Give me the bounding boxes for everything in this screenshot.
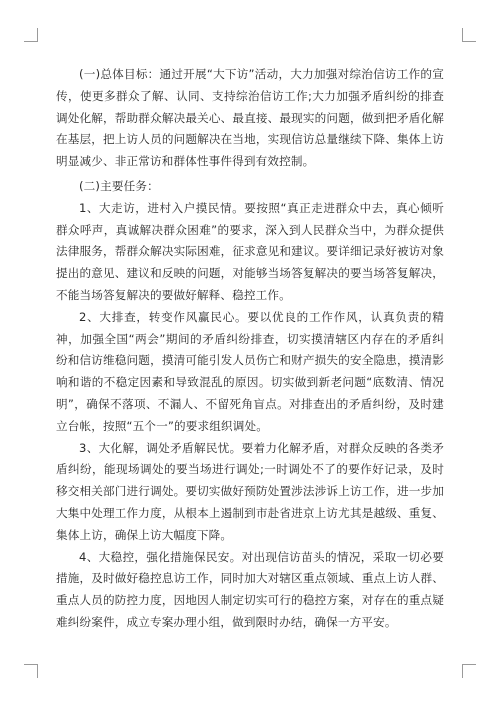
paragraph-task-4: 4、大稳控，强化措施保民安。对出现信访苗头的情况，采取一切必要措施，及时做好稳控息访工作，同时加大对辖区重点领域、重点上访人群、重点人员的防控力度，因地因人制定切实可行的稳控方案，对存在的重点疑难纠纷案件，成立专案办理小组，做到限时办结，确保一方平安。 — [56, 549, 444, 629]
crop-mark-bottom-right-v — [462, 664, 463, 678]
crop-mark-bottom-left-h — [24, 664, 38, 665]
paragraph-task-3: 3、大化解，调处矛盾解民忧。要着力化解矛盾，对群众反映的各类矛盾纠纷，能现场调处的要当场进行调处;一时调处不了的要作好记录，及时移交相关部门进行调处。要切实做好预防处置涉法涉诉上访工作，进一步加大集中处理工作力度，从根本上遏制到市赴省进京上访尤其是越级、重复、集体上访，确保上访大幅度下降。 — [56, 440, 444, 542]
crop-mark-top-right-h — [462, 41, 476, 42]
crop-mark-bottom-right-h — [462, 664, 476, 665]
paragraph-task-2: 2、大排查，转变作风赢民心。要以优良的工作作风，认真负责的精神，加强全国“两会”期间的矛盾纠纷排查，切实摸清辖区内存在的矛盾纠纷和信访维稳问题，摸清可能引发人员伤亡和财产损失的安全隐患，摸清影响和谐的不稳定因素和导致混乱的原因。切实做到新老问题“底数清、情况明”，确保不落项、不漏人、不留死角盲点。对排查出的矛盾纠纷，及时建立台帐，按照“五个一”的要求组织调处。 — [56, 309, 444, 433]
paragraph-overall-goal: (一)总体目标：通过开展“大下访”活动，大力加强对综治信访工作的宣传，使更多群众了解、认同、支持综治信访工作;大力加强矛盾纠纷的排查调处化解，帮助群众解决最关心、最直接、最现实的问题，做到把矛盾化解在基层，把上访人员的问题解决在当地，实现信访总量继续下降、集体上访明显减少、非正常访和群体性事件得到有效控制。 — [56, 67, 444, 169]
crop-mark-top-right-v — [462, 28, 463, 42]
crop-mark-top-left-h — [24, 41, 38, 42]
paragraph-task-1: 1、大走访，进村入户摸民情。要按照“真正走进群众中去，真心倾听群众呼声，真诚解决群众困难”的要求，深入到人民群众当中，为群众提供法律服务，帮群众解决实际困难，征求意见和建议。要详细记录好被访对象提出的意见、建议和反映的问题，对能够当场答复解决的要当场答复解决，不能当场答复解决的要做好解释、稳控工作。 — [56, 200, 444, 302]
paragraph-main-tasks-heading: (二)主要任务： — [79, 178, 159, 193]
crop-mark-bottom-left-v — [37, 664, 38, 678]
document-body — [56, 64, 444, 634]
crop-mark-top-left-v — [37, 28, 38, 42]
